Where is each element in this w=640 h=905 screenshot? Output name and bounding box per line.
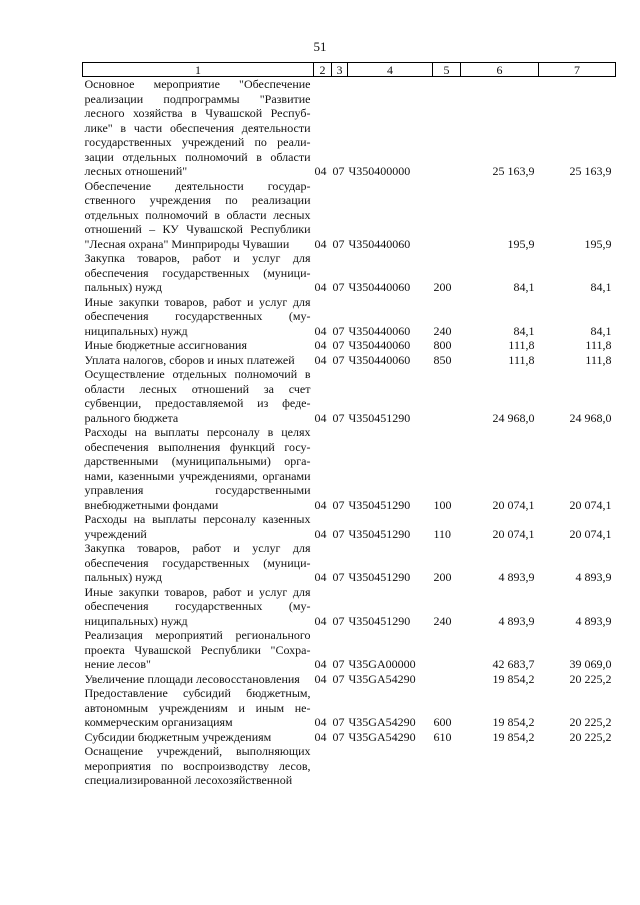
row-expense-type: 200 — [433, 280, 452, 294]
row-amount-year1: 19 854,2 — [492, 729, 535, 744]
row-target-code: Ч350451290 — [348, 410, 411, 425]
row-target-code: Ч350451290 — [348, 526, 411, 541]
row-section: 04 — [314, 729, 327, 744]
row-amount-year2: 25 163,9 — [569, 164, 612, 178]
row-subsection: 07 — [332, 164, 345, 178]
row-expense-type — [433, 628, 461, 672]
row-section: 04 — [314, 715, 327, 729]
row-target-code: Ч350451290 — [348, 497, 411, 512]
table-row — [83, 251, 616, 295]
table-row — [83, 425, 616, 512]
row-amount-year1: 20 074,1 — [492, 497, 535, 512]
row-target-code: Ч35GA54290 — [348, 715, 416, 729]
column-header: 2 — [314, 63, 332, 77]
row-amount-year1: 42 683,7 — [492, 657, 535, 671]
row-name: Осуществление отдельных полномочий в области лесных отношений за счет субвенции, предоставляемой из федерального бюджета — [84, 367, 311, 425]
table-row — [83, 353, 616, 368]
row-amount-year1: 19 854,2 — [492, 671, 535, 686]
table-row — [83, 672, 616, 687]
row-subsection: 07 — [332, 352, 345, 367]
row-subsection: 07 — [332, 526, 345, 541]
table-row — [83, 628, 616, 672]
row-section: 04 — [314, 497, 327, 512]
row-name: Расходы на выплаты персоналу в целях обеспечения выполнения функций государственными (муниципальными) органами, казенными учреждениями, органами управления государственными внебюджетными фондами — [84, 425, 311, 512]
row-target-code: Ч350440060 — [348, 323, 411, 338]
row-subsection: 07 — [332, 613, 345, 628]
row-expense-type — [433, 672, 461, 687]
row-name: Иные закупки товаров, работ и услуг для обеспечения государственных (муниципальных) нужд — [84, 584, 311, 628]
row-expense-type — [433, 744, 461, 788]
row-amount-year2: 20 074,1 — [569, 497, 612, 512]
row-expense-type — [433, 179, 461, 252]
row-amount-year2: 84,1 — [590, 323, 612, 338]
row-expense-type — [433, 367, 461, 425]
row-amount-year1 — [461, 744, 539, 788]
row-subsection: 07 — [332, 497, 345, 512]
row-section: 04 — [314, 671, 327, 686]
row-amount-year2: 20 074,1 — [569, 526, 612, 541]
row-name: Закупка товаров, работ и услуг для обеспечения государственных (муниципальных) нужд — [84, 251, 311, 294]
row-amount-year1: 20 074,1 — [492, 526, 535, 541]
row-amount-year1: 4 893,9 — [498, 613, 535, 628]
row-section: 04 — [314, 164, 327, 178]
row-expense-type: 100 — [433, 497, 452, 512]
row-amount-year2: 20 225,2 — [569, 671, 612, 686]
row-name: Иные закупки товаров, работ и услуг для обеспечения государственных (муниципальных) нужд — [84, 294, 311, 338]
row-subsection — [332, 744, 348, 788]
row-amount-year2: 84,1 — [590, 280, 612, 294]
row-amount-year1: 25 163,9 — [492, 164, 535, 178]
row-expense-type: 600 — [433, 715, 452, 729]
row-section: 04 — [314, 570, 327, 584]
row-name: Расходы на выплаты персоналу казенных учреждений — [84, 512, 311, 541]
row-amount-year2 — [539, 744, 616, 788]
row-expense-type — [433, 77, 461, 179]
row-amount-year1: 195,9 — [507, 236, 535, 251]
row-section: 04 — [314, 410, 327, 425]
row-amount-year1: 111,8 — [508, 352, 535, 367]
table-row — [83, 686, 616, 730]
row-amount-year2: 24 968,0 — [569, 410, 612, 425]
row-section: 04 — [314, 613, 327, 628]
row-section — [314, 744, 332, 788]
row-target-code: Ч350440060 — [348, 280, 411, 294]
row-target-code: Ч350440060 — [348, 338, 411, 352]
row-target-code: Ч350451290 — [348, 570, 411, 584]
row-name: Уплата налогов, сборов и иных платежей — [84, 352, 295, 367]
row-expense-type: 240 — [433, 323, 452, 338]
table-row — [83, 77, 616, 179]
row-amount-year1: 111,8 — [508, 338, 535, 352]
row-expense-type: 200 — [433, 570, 452, 584]
table-row — [83, 179, 616, 252]
row-name: Закупка товаров, работ и услуг для обеспечения государственных (муниципальных) нужд — [84, 541, 311, 584]
row-amount-year1: 84,1 — [513, 323, 535, 338]
row-expense-type: 240 — [433, 613, 452, 628]
row-name: Предоставление субсидий бюджетным, автономным учреждениям и иным некоммерческим организациям — [84, 686, 311, 729]
row-amount-year2: 195,9 — [584, 236, 612, 251]
row-subsection: 07 — [332, 715, 345, 729]
row-target-code: Ч35GA54290 — [348, 729, 416, 744]
row-amount-year1: 19 854,2 — [492, 715, 535, 729]
column-header: 1 — [83, 63, 314, 77]
table-row — [83, 367, 616, 425]
column-header: 6 — [461, 63, 539, 77]
budget-table — [82, 62, 616, 788]
row-name: Субсидии бюджетным учреждениям — [84, 729, 272, 744]
page-number: 51 — [313, 39, 327, 54]
row-target-code: Ч350451290 — [348, 613, 411, 628]
row-section: 04 — [314, 280, 327, 294]
table-header-row — [83, 63, 616, 77]
row-target-code: Ч350400000 — [348, 164, 411, 178]
row-subsection: 07 — [332, 671, 345, 686]
table-row — [83, 541, 616, 585]
row-section: 04 — [314, 338, 327, 352]
row-amount-year2: 111,8 — [585, 352, 612, 367]
row-subsection: 07 — [332, 729, 345, 744]
table-row — [83, 744, 616, 788]
row-amount-year2: 20 225,2 — [569, 729, 612, 744]
column-header: 7 — [539, 63, 616, 77]
table-row — [83, 338, 616, 353]
row-name: Оснащение учреждений, выполняющих мероприятия по воспроизводству лесов, специализированной лесохозяйственной — [84, 744, 311, 787]
row-name: Увеличение площади лесовосстановления — [84, 671, 300, 686]
row-subsection: 07 — [332, 323, 345, 338]
row-target-code — [348, 744, 433, 788]
row-target-code: Ч35GA54290 — [348, 671, 416, 686]
row-target-code: Ч350440060 — [348, 352, 411, 367]
row-target-code: Ч350440060 — [348, 236, 411, 251]
row-amount-year1: 84,1 — [513, 280, 535, 294]
row-amount-year2: 39 069,0 — [569, 657, 612, 671]
row-target-code: Ч35GA00000 — [348, 657, 416, 671]
row-expense-type: 110 — [433, 526, 452, 541]
row-subsection: 07 — [332, 410, 345, 425]
row-amount-year2: 20 225,2 — [569, 715, 612, 729]
row-section: 04 — [314, 657, 327, 671]
row-name: Реализация мероприятий регионального проекта Чувашской Республики "Сохранение лесов" — [84, 628, 311, 671]
row-subsection: 07 — [332, 338, 345, 352]
row-subsection: 07 — [332, 280, 345, 294]
row-name: Иные бюджетные ассигнования — [84, 338, 247, 352]
row-amount-year1: 4 893,9 — [498, 570, 535, 584]
row-expense-type: 610 — [433, 729, 452, 744]
row-section: 04 — [314, 323, 327, 338]
column-header: 5 — [433, 63, 461, 77]
table-row — [83, 585, 616, 629]
table-row — [83, 295, 616, 339]
column-header: 3 — [332, 63, 348, 77]
column-header: 4 — [348, 63, 433, 77]
row-section: 04 — [314, 236, 327, 251]
row-subsection: 07 — [332, 657, 345, 671]
row-name: Основное мероприятие "Обеспечение реализации подпрограммы "Развитие лесного хозяйства в Чувашской Республике" в части обеспечения деятельности государственных учреждений по реализации отдельных полномочий в области лесных отношений" — [84, 77, 311, 178]
row-subsection: 07 — [332, 570, 345, 584]
row-expense-type: 850 — [433, 352, 452, 367]
table-row — [83, 512, 616, 541]
row-section: 04 — [314, 352, 327, 367]
table-row — [83, 730, 616, 745]
row-name: Обеспечение деятельности государственного учреждения по реализации отдельных полномочий в области лесных отношений – КУ Чувашской Республики "Лесная охрана" Минприроды Чувашии — [84, 178, 311, 251]
row-subsection: 07 — [332, 236, 345, 251]
row-amount-year2: 4 893,9 — [575, 613, 612, 628]
row-amount-year2: 111,8 — [585, 338, 612, 352]
row-amount-year2: 4 893,9 — [575, 570, 612, 584]
row-amount-year1: 24 968,0 — [492, 410, 535, 425]
row-section: 04 — [314, 526, 327, 541]
row-expense-type: 800 — [433, 338, 452, 352]
